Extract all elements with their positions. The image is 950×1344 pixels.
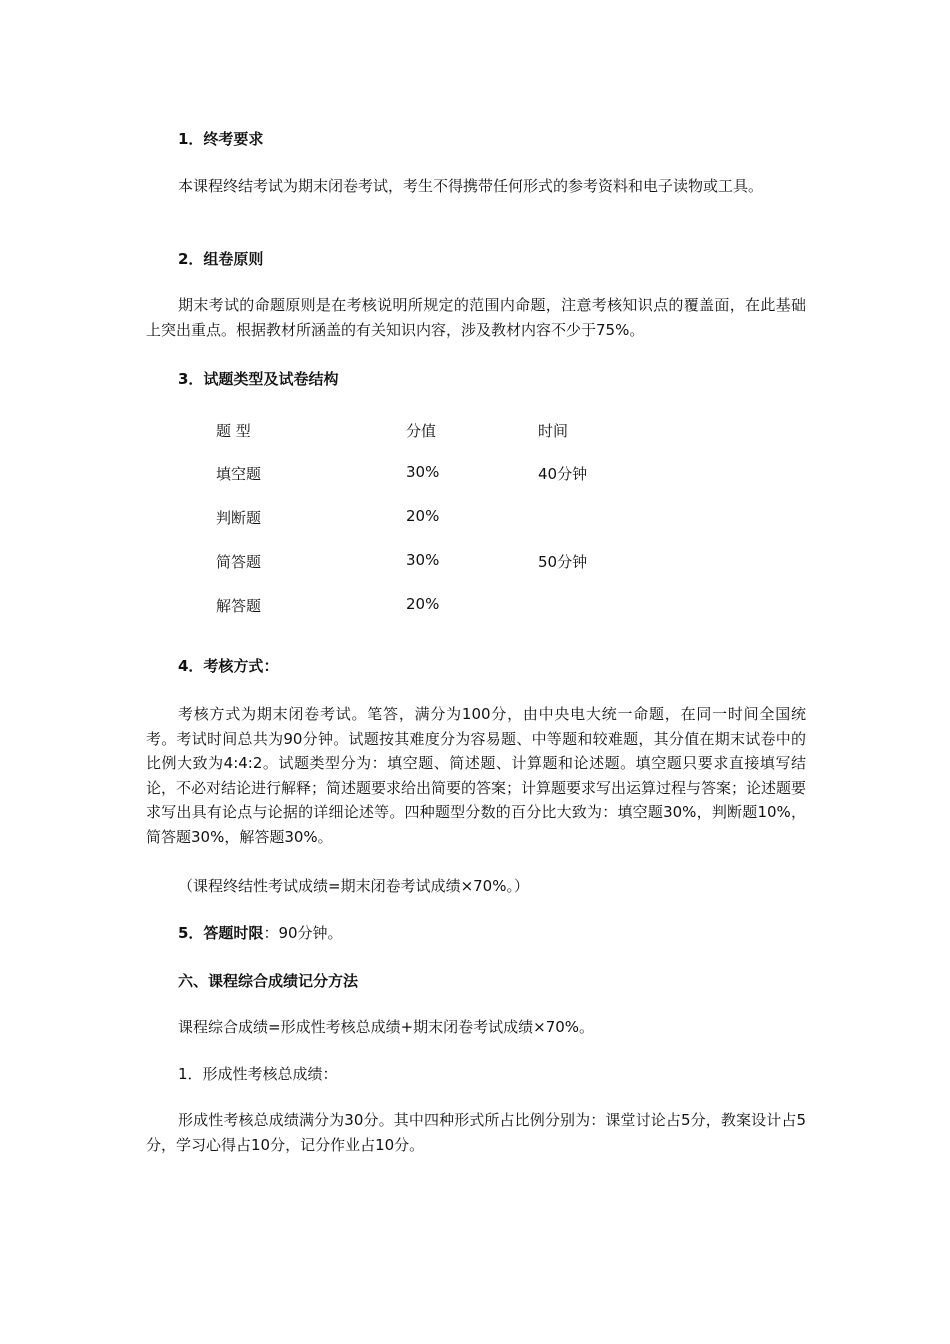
section-3-heading: 3．试题类型及试卷结构: [178, 370, 339, 388]
table-row-3-score: 30%: [406, 551, 440, 569]
table-header-score: 分值: [406, 422, 437, 440]
table-header-type: 题 型: [216, 422, 251, 440]
section-2-paragraph: 期末考试的命题原则是在考核说明所规定的范围内命题，注意考核知识点的覆盖面，在此基础上突出重点。根据教材所涵盖的有关知识内容，涉及教材内容不少于75%。: [146, 296, 806, 339]
table-row-3-time: 50分钟: [538, 553, 588, 571]
table-row-2-type: 判断题: [216, 509, 262, 527]
section-4-paragraph: 考核方式为期末闭卷考试。笔答，满分为100分，由中央电大统一命题，在同一时间全国统考。考试时间总共为90分钟。试题按其难度分为容易题、中等题和较难题，其分值在期末试卷中的比例大致为4:4:2。试题类型分为：填空题、简述题、计算题和论述题。填空题只要求直接填写结论，不必对结论进行解释；简述题要求给出简要的答案；计算题要求写出运算过程与答案；论述题要求写出具有论点与论据的详细论述等。四种题型分数的百分比大致为：填空题30%，判断题10%，简答题30%，解答题30%。: [146, 705, 807, 846]
section-6-subheading: 1．形成性考核总成绩：: [178, 1065, 338, 1083]
section-2-heading: 2．组卷原则: [178, 250, 264, 268]
section-6-heading: 六、课程综合成绩记分方法: [178, 972, 359, 990]
table-row-1-type: 填空题: [216, 465, 262, 483]
section-6-sub-paragraph: 形成性考核总成绩满分为30分。其中四种形式所占比例分别为：课堂讨论占5分，教案设计占5分，学习心得占10分，记分作业占10分。: [146, 1111, 806, 1154]
section-5-value: ：90分钟。: [263, 924, 343, 942]
section-1-heading: 1．终考要求: [178, 130, 264, 148]
table-row-2-score: 20%: [406, 507, 440, 525]
section-4-heading: 4．考核方式：: [178, 657, 279, 675]
section-5-heading: 5．答题时限: [178, 924, 264, 942]
table-row-4-type: 解答题: [216, 597, 262, 615]
table-row-1-time: 40分钟: [538, 465, 588, 483]
table-row-3-type: 简答题: [216, 553, 262, 571]
table-header-time: 时间: [538, 422, 569, 440]
table-row-4-score: 20%: [406, 595, 440, 613]
section-4-note: （课程终结性考试成绩=期末闭卷考试成绩×70%。）: [178, 877, 529, 895]
section-5-line: [178, 922, 343, 943]
section-1-paragraph: 本课程终结考试为期末闭卷考试，考生不得携带任何形式的参考资料和电子读物或工具。: [178, 177, 764, 195]
table-row-1-score: 30%: [406, 463, 440, 481]
section-6-formula: 课程综合成绩=形成性考核总成绩+期末闭卷考试成绩×70%。: [178, 1018, 595, 1036]
